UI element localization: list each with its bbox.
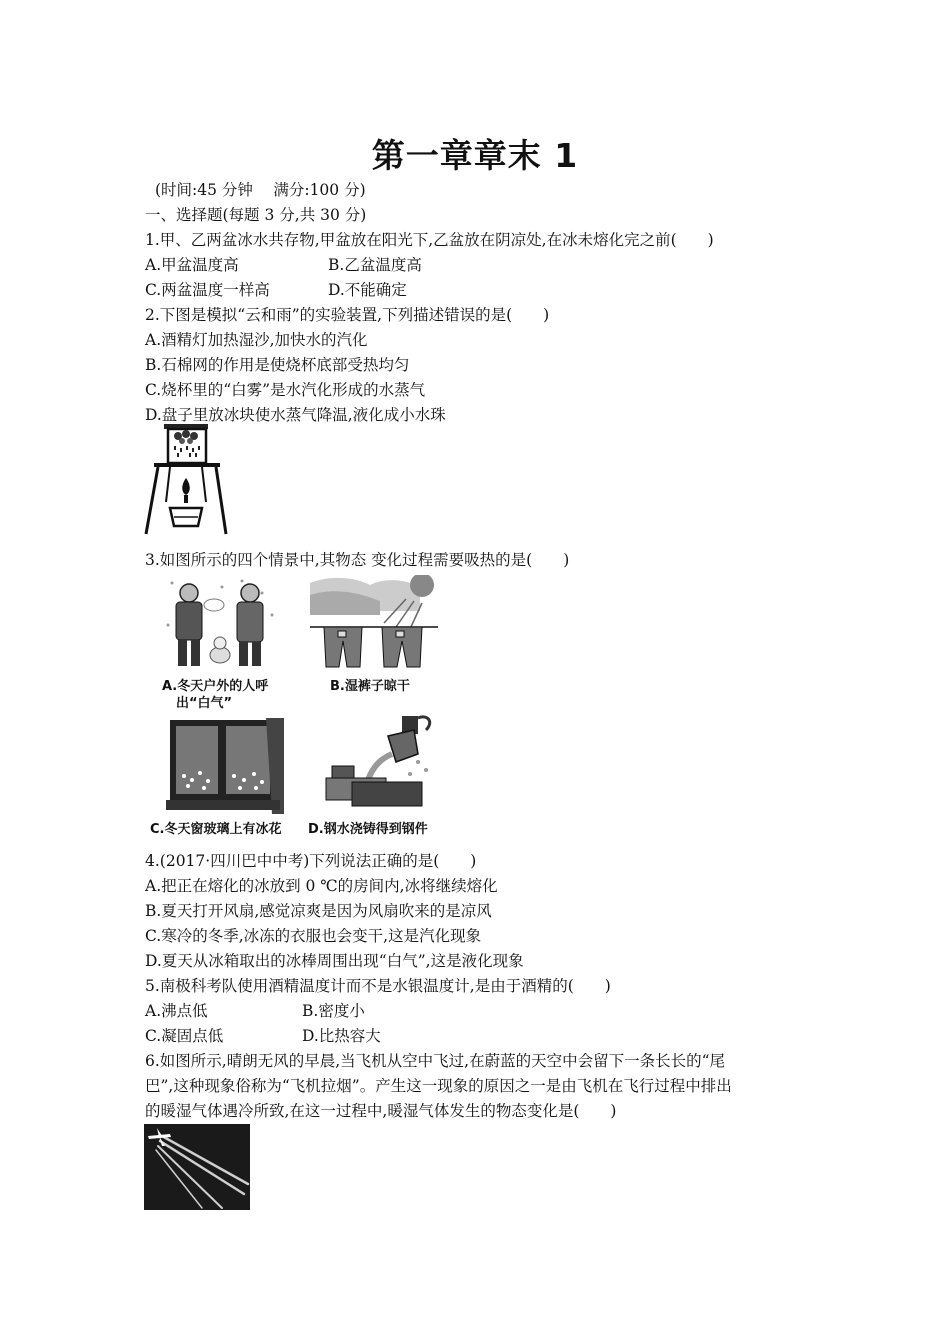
- fig3a-caption-line2: 出“白气”: [176, 696, 233, 711]
- q2-option-d: D.盘子里放冰块使水蒸气降温,液化成小水珠: [145, 406, 446, 424]
- q4-option-b: B.夏天打开风扇,感觉凉爽是因为风扇吹来的是凉风: [145, 902, 492, 920]
- fig3a-caption-line1: A.冬天户外的人呼: [162, 679, 269, 694]
- q1-option-c: C.两盆温度一样高: [145, 281, 270, 299]
- q6-stem-line2: 巴”,这种现象俗称为“飞机拉烟”。产生这一现象的原因之一是由飞机在飞行过程中排出: [145, 1077, 732, 1095]
- q5-option-a: A.沸点低: [145, 1002, 208, 1020]
- fig3c-caption: C.冬天窗玻璃上有冰花: [150, 822, 282, 837]
- section-heading: 一、选择题(每题 3 分,共 30 分): [145, 206, 367, 224]
- q4-option-a: A.把正在熔化的冰放到 0 ℃的房间内,冰将继续熔化: [145, 877, 498, 895]
- q1-option-b: B.乙盆温度高: [328, 256, 422, 274]
- steel-casting-figure: [322, 712, 438, 814]
- airplane-contrail-photo: [144, 1124, 250, 1210]
- q5-option-d: D.比热容大: [302, 1027, 381, 1045]
- q2-option-c: C.烧杯里的“白雾”是水汽化形成的水蒸气: [145, 381, 426, 399]
- drying-trousers-figure: [310, 575, 438, 670]
- fig3d-caption: D.钢水浇铸得到钢件: [308, 822, 428, 837]
- q6-stem-line1: 6.如图所示,晴朗无风的早晨,当飞机从空中飞过,在蔚蓝的天空中会留下一条长长的“尾: [145, 1052, 725, 1070]
- winter-breath-figure: [162, 575, 280, 673]
- q4-option-d: D.夏天从冰箱取出的冰棒周围出现“白气”,这是液化现象: [145, 952, 524, 970]
- exam-meta: (时间:45 分钟 满分:100 分): [155, 181, 366, 199]
- q6-stem-line3: 的暖湿气体遇冷所致,在这一过程中,暖湿气体发生的物态变化是( ): [145, 1102, 617, 1120]
- q1-option-a: A.甲盆温度高: [145, 256, 239, 274]
- frosted-window-figure: [166, 718, 284, 818]
- q5-option-c: C.凝固点低: [145, 1027, 224, 1045]
- fig3b-caption: B.湿裤子晾干: [330, 679, 410, 694]
- q1-option-d: D.不能确定: [328, 281, 407, 299]
- q5-stem: 5.南极科考队使用酒精温度计而不是水银温度计,是由于酒精的( ): [145, 977, 611, 995]
- q2-stem: 2.下图是模拟“云和雨”的实验装置,下列描述错误的是( ): [145, 306, 550, 324]
- q3-stem: 3.如图所示的四个情景中,其物态 变化过程需要吸热的是( ): [145, 551, 570, 569]
- q1-stem: 1.甲、乙两盆冰水共存物,甲盆放在阳光下,乙盆放在阴凉处,在冰未熔化完之前( ): [145, 231, 714, 249]
- q4-option-c: C.寒冷的冬季,冰冻的衣服也会变干,这是汽化现象: [145, 927, 482, 945]
- q5-option-b: B.密度小: [302, 1002, 365, 1020]
- page-title: 第一章章末 1: [371, 136, 579, 175]
- q2-option-a: A.酒精灯加热湿沙,加快水的汽化: [145, 331, 368, 349]
- cloud-rain-apparatus-figure: [140, 422, 230, 537]
- q2-option-b: B.石棉网的作用是使烧杯底部受热均匀: [145, 356, 410, 374]
- q4-stem: 4.(2017·四川巴中中考)下列说法正确的是( ): [145, 852, 477, 870]
